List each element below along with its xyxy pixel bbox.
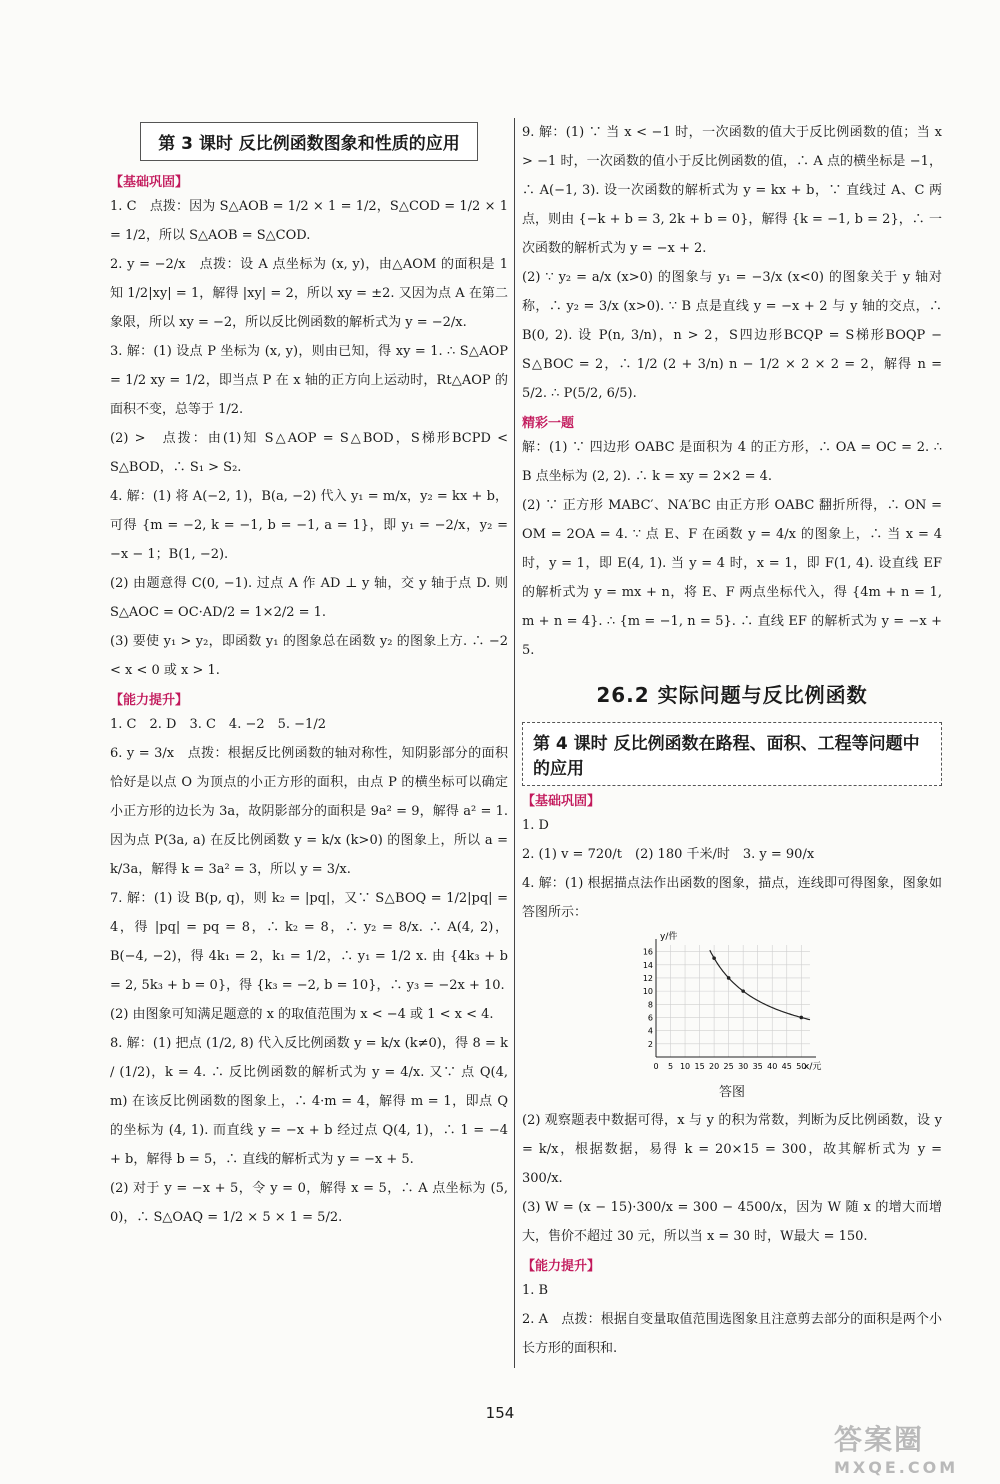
x-tick-label: 45 [781, 1062, 792, 1071]
x-tick-label: 35 [752, 1062, 763, 1071]
answer-paragraph: 解：(1) ∵ 四边形 OABC 是面积为 4 的正方形，∴ OA = OC = 2. ∴ B 点坐标为 (2, 2). ∴ k = xy = 2×2 = 4. [522, 440, 942, 484]
tag-extra: 精彩一题 [522, 416, 575, 431]
y-tick-label: 16 [642, 947, 653, 957]
answer-paragraph: 2. y = −2/x 点拨：设 A 点坐标为 (x, y)，由△AOM 的面积是 1 知 1/2|xy| = 1，解得 |xy| = 2，所以 xy = ±2. 又因为点 A 在第二象限，所以 xy = −2，所以反比例函数的解析式为 y = −2/x. [110, 257, 508, 330]
answer-paragraph: 1. C 点拨：因为 S△AOB = 1/2 × 1 = 1/2，S△COD = 1/2 × 1 = 1/2，所以 S△AOB = S△COD. [110, 199, 508, 243]
x-tick-label: 50 [796, 1062, 807, 1071]
column-divider [514, 118, 515, 1368]
answer-paragraph: 6. y = 3/x 点拨：根据反比例函数的轴对称性，知阴影部分的面积恰好是以点 O 为顶点的小正方形的面积，由点 P 的横坐标可以确定小正方形的边长为 3a，故阴影部分的面积是 9a² = 9，解得 a² = 1. 因为点 P(3a, a) 在反比例函数 y = k/x (k>0) 的图象上，所以 a = k/3a，解得 k = 3a² = 3，所以 y = 3/x. [110, 746, 508, 877]
left-column [110, 118, 508, 1232]
x-tick-label: 10 [679, 1062, 691, 1071]
x-tick-label: 15 [694, 1062, 705, 1071]
answer-paragraph: (2) 由题意得 C(0, −1). 过点 A 作 AD ⊥ y 轴，交 y 轴于点 D. 则 S△AOC = OC·AD/2 = 1×2/2 = 1. [110, 576, 508, 620]
tag-ability: 【能力提升】 [110, 693, 189, 708]
answer-paragraph: (3) W = (x − 15)·300/x = 300 − 4500/x，因为 W 随 x 的增大而增大，售价不超过 30 元，所以当 x = 30 时，W最大 = 150. [522, 1200, 942, 1244]
answer-paragraph: 4. 解：(1) 根据描点法作出函数的图象，描点，连线即可得图象，图象如答图所示： [522, 876, 942, 920]
answer-paragraph: 2. A 点拨：根据自变量取值范围选图象且注意剪去部分的面积是两个小长方形的面积和. [522, 1312, 942, 1356]
answer-paragraph: 1. C 2. D 3. C 4. −2 5. −1/2 [110, 717, 326, 732]
answer-paragraph: 8. 解：(1) 把点 (1/2, 8) 代入反比例函数 y = k/x (k≠0)，得 8 = k / (1/2)，k = 4. ∴ 反比例函数的解析式为 y = 4/x. 又∵ 点 Q(4, m) 在该反比例函数的图象上，∴ 4·m = 4，解得 m = 1，即点 Q 的坐标为 (4, 1). 而直线 y = −x + b 经过点 Q(4, 1)，∴ 1 = −4 + b，解得 b = 5，∴ 直线的解析式为 y = −x + 5. [110, 1036, 508, 1167]
answer-paragraph: 1. B [522, 1283, 549, 1298]
answer-paragraph: 2. (1) v = 720/t (2) 180 千米/时 3. y = 90/x [522, 847, 815, 862]
watermark-url: MXQE.COM [834, 1458, 959, 1477]
graph-caption: 答图 [718, 1085, 745, 1100]
inverse-function-chart [632, 929, 832, 1077]
data-point [741, 989, 745, 993]
answer-paragraph: (2) ∵ y₂ = a/x (x>0) 的图象与 y₁ = −3/x (x<0) 的图象关于 y 轴对称，∴ y₂ = 3/x (x>0). ∵ B 点是直线 y = −x + 2 与 y 轴的交点，∴ B(0, 2). 设 P(n, 3/n)，n > 2，S四边形BCQP = S梯形BOQP − S△BOC = 2，∴ 1/2 (2 + 3/n) n − 1/2 × 2 × 2 = 2，解得 n = 5/2. ∴ P(5/2, 6/5). [522, 270, 942, 401]
y-axis-label: y/件 [660, 932, 678, 942]
y-tick-label: 12 [642, 973, 653, 983]
answer-paragraph: (2) ∵ 正方形 MABC′、NA′BC 由正方形 OABC 翻折所得，∴ ON = OM = 2OA = 4. ∵ 点 E、F 在函数 y = 4/x 的图象上，∴ 当 x = 4 时，y = 1，即 E(4, 1). 当 y = 4 时，x = 1，即 F(1, 4). 设直线 EF 的解析式为 y = mx + n，将 E、F 两点坐标代入，得 {4m + n = 1, m + n = 4}. ∴ {m = −1, n = 5}. ∴ 直线 EF 的解析式为 y = −x + 5. [522, 498, 942, 658]
lesson-4-title: 第 4 课时 反比例函数在路程、面积、工程等问题中的应用 [522, 722, 942, 786]
data-point [799, 1016, 803, 1020]
x-axis-label: x/元 [804, 1062, 822, 1072]
answer-paragraph: 7. 解：(1) 设 B(p, q)，则 k₂ = |pq|，又∵ S△BOQ = 1/2|pq| = 4，得 |pq| = pq = 8，∴ k₂ = 8，∴ y₂ = 8/x. ∴ A(4, 2)，B(−4, −2)，得 4k₁ = 2，k₁ = 1/2，∴ y₁ = 1/2 x. 由 {4k₃ + b = 2, 5k₃ + b = 0}，得 {k₃ = −2, b = 10}，∴ y₃ = −2x + 10. [110, 891, 508, 993]
tag-basic: 【基础巩固】 [522, 794, 601, 809]
page-number: 154 [485, 1404, 515, 1422]
tag-ability: 【能力提升】 [522, 1259, 601, 1274]
answer-paragraph: (2) 由图象可知满足题意的 x 的取值范围为 x < −4 或 1 < x < 4. [110, 1007, 494, 1022]
tag-basic: 【基础巩固】 [110, 175, 189, 190]
watermark-text: 答案圈 [834, 1423, 925, 1456]
answer-paragraph: 4. 解：(1) 将 A(−2, 1)，B(a, −2) 代入 y₁ = m/x，y₂ = kx + b，可得 {m = −2, k = −1, b = −1, a = 1}，即 y₁ = −2/x，y₂ = −x − 1；B(1, −2). [110, 489, 508, 562]
y-tick-label: 14 [642, 960, 653, 970]
lesson-3-title: 第 3 课时 反比例函数图象和性质的应用 [140, 122, 478, 161]
answer-paragraph: 9. 解：(1) ∵ 当 x < −1 时，一次函数的值大于反比例函数的值；当 x > −1 时，一次函数的值小于反比例函数的值，∴ A 点的横坐标是 −1，∴ A(−1, 3). 设一次函数的解析式为 y = kx + b，∵ 直线过 A、C 两点，则由 {−k + b = 3, 2k + b = 0}，解得 {k = −1, b = 2}，∴ 一次函数的解析式为 y = −x + 2. [522, 125, 942, 256]
x-tick-label: 5 [667, 1062, 674, 1071]
y-tick-label: 4 [647, 1026, 653, 1036]
answer-paragraph: (2) > 点拨：由(1)知 S△AOP = S△BOD，S梯形BCPD < S△BOD，∴ S₁ > S₂. [110, 431, 508, 475]
x-tick-label: 40 [767, 1062, 778, 1071]
y-tick-label: 2 [647, 1039, 653, 1049]
x-tick-label: 30 [738, 1062, 749, 1071]
curve-line [710, 950, 810, 1020]
x-tick-label: 20 [709, 1062, 720, 1071]
answer-paragraph: (2) 对于 y = −x + 5，令 y = 0，解得 x = 5，∴ A 点坐标为 (5, 0)，∴ S△OAQ = 1/2 × 5 × 1 = 5/2. [110, 1181, 508, 1225]
watermark-logo [834, 1418, 984, 1477]
x-tick-label: 25 [723, 1062, 734, 1071]
y-tick-label: 8 [647, 1000, 653, 1010]
section-title: 26.2 实际问题与反比例函数 [596, 683, 868, 707]
answer-paragraph: 3. 解：(1) 设点 P 坐标为 (x, y)，则由已知，得 xy = 1. ∴ S△AOP = 1/2 xy = 1/2，即当点 P 在 x 轴的正方向上运动时，Rt△AOP 的面积不变，总等于 1/2. [110, 344, 508, 417]
data-point [712, 956, 716, 960]
right-column [522, 118, 942, 1363]
answer-paragraph: 1. D [522, 818, 549, 833]
answer-graph [522, 929, 942, 1081]
data-point [727, 976, 731, 980]
answer-paragraph: (2) 观察题表中数据可得，x 与 y 的积为常数，判断为反比例函数，设 y = k/x，根据数据，易得 k = 20×15 = 300，故其解析式为 y = 300/x. [522, 1113, 942, 1186]
x-tick-label: 0 [653, 1062, 659, 1071]
answer-paragraph: (3) 要使 y₁ > y₂，即函数 y₁ 的图象总在函数 y₂ 的图象上方. ∴ −2 < x < 0 或 x > 1. [110, 634, 508, 678]
y-tick-label: 6 [647, 1013, 653, 1023]
y-tick-label: 10 [642, 987, 653, 997]
